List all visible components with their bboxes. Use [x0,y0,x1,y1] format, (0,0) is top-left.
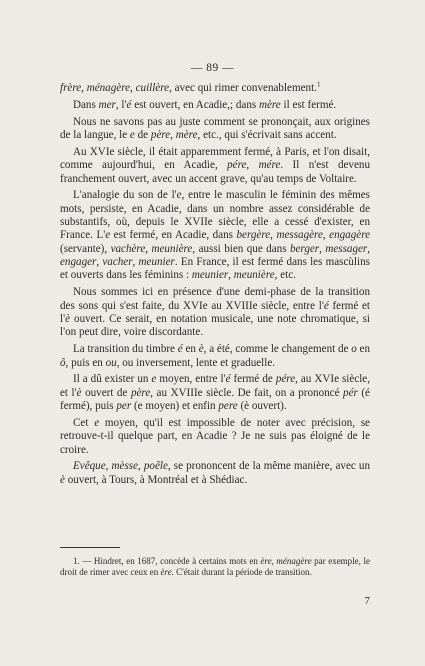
italic-run: e [94,416,100,429]
italic-run: e [129,129,135,142]
text-run: , aussi bien que dans [192,242,290,255]
italic-run: e [151,373,157,386]
italic-run: è [60,473,65,486]
italic-run: mère [258,98,281,111]
text-run: , [228,269,234,282]
paragraph [60,373,370,413]
text-run: La transition du timbre [73,343,178,356]
body-text [60,82,370,491]
paragraph [60,460,370,487]
italic-run: meunière [233,269,275,282]
text-run: est fermé, en Acadie, dans [110,229,237,242]
text-run: moyen, entre l' [156,373,226,386]
italic-run: Evêque [73,460,106,473]
text-run: (é fermé), puis [60,386,370,413]
signature-mark: 7 [364,595,370,607]
text-run: moyen, qu'il est impossible de noter avec précision, se retrouve-t-il quelque part, en Acadie ? Je ne suis pas éloigné de le croire. [60,416,370,456]
italic-run: o [351,343,357,356]
text-run: fermé et l' [60,299,370,325]
text-run: (servante), [60,242,111,255]
italic-run: pére [275,373,296,386]
italic-run: è [65,313,71,325]
text-run: , [96,256,103,269]
italic-run: engagère [329,229,371,242]
text-run: , [81,82,87,94]
italic-run: vacher [102,256,133,269]
text-run: ouvert, à Tours, à Montréal et à Shédiac. [64,473,248,486]
footnote [60,556,370,578]
text-run: ouvert de [81,386,131,399]
text-run: , a été, comme le changement de [203,343,352,356]
text-run: est ouvert, en Acadie,; dans [131,98,259,111]
text-run: , [322,229,330,242]
text-run: Cet [73,416,95,429]
italic-run: ère [260,556,272,566]
italic-run: père [150,129,171,142]
italic-run: vachère [110,242,146,255]
italic-run: pere [218,400,238,413]
paragraph [60,343,370,370]
text-run: 1. — Hindret, en 1687, concède à certains mots en [73,556,261,566]
text-run: L'analogie du son de l' [73,189,177,202]
text-run: , l' [115,98,127,111]
italic-run: meunier [191,269,229,282]
italic-run: mer [98,98,116,111]
text-run: , au XVIe siècle, et l' [60,373,371,399]
text-run: ouvert. Ce serait, en notation musicale, une note chromatique, si l'on peut dire, voire discordante. [60,313,370,339]
text-run: Nous ne savons pas au juste comment se prononçait, aux origines de la langue, le [60,115,370,142]
footnote-divider [60,547,120,548]
italic-run: père [130,386,151,399]
italic-run: mére [258,159,281,172]
text-run: , entre le masculin le féminin des mêmes mots, persiste, en Acadie, dans un nombre assez considérable de substantifs, où, depuis le XVIIe siècle, elle a cessé d'exister, en France. L' [60,189,370,242]
italic-run: ère [160,567,172,578]
paragraph [60,146,370,186]
text-run: fermé de [230,373,276,386]
text-run: , ou inversement, lente et graduelle. [116,356,276,369]
italic-run: ou [105,356,117,369]
text-run: (e moyen) et enfin [131,400,219,413]
italic-run: é [225,373,231,386]
text-run: Nous sommes ici en présence d'une demi-phase de la transition des sons qui s'est faite, du XVIe au XVIIIe siècle, entre l' [60,286,370,312]
italic-run: è [198,343,204,356]
italic-run: é [177,343,183,356]
italic-run: messagère [276,229,323,242]
text-run: , [271,556,277,566]
paragraph [60,99,370,112]
text-run: , au XVIIIe siècle. De fait, on a prononcé [150,386,344,399]
text-run: . C'était durant la période de transition. [171,567,312,578]
italic-run: mèsse [111,460,139,473]
text-run: Il a dû exister un [73,373,152,386]
italic-run: per [116,400,132,413]
italic-run: e [105,229,111,242]
text-run: , avec qui rimer convenablement. [169,82,317,94]
text-run: , [145,242,152,255]
paragraph [60,116,370,143]
paragraph [60,417,370,457]
italic-run: poêle [143,460,168,473]
italic-run: é [126,98,132,111]
italic-run: ménagère [86,82,131,94]
text-run: . En France, il est fermé dans les mascùlins et ouverts dans les féminins : [60,256,370,282]
italic-run: mère [175,129,198,142]
text-run: , [367,242,371,255]
italic-run: é [323,299,329,312]
text-run: , [319,242,326,255]
text-run: Au XVIe siècle, il était apparemment fermé, à Paris, et l'on disait, comme aujourd'hui, en Acadie, [60,145,370,172]
text-run: par exemple, le droit de rimer avec ceux en [60,556,370,578]
text-run: , [105,460,112,473]
italic-run: ô [60,356,66,369]
italic-run: engager [60,256,97,269]
text-run: , [138,460,144,473]
text-run: , etc., qui s'écrivait sans accent. [197,129,337,142]
text-run: il est fermé. [280,98,337,111]
text-run: , [270,229,277,242]
text-run: de [134,129,151,142]
italic-run: cuillère [135,82,170,94]
text-run: , [246,159,259,172]
italic-run: ménagère [276,556,312,566]
text-run: en [356,343,371,356]
italic-run: e [176,189,182,202]
text-run: Dans [73,98,99,111]
paragraph [60,189,370,282]
text-run: en [182,343,199,356]
text-run: , puis en [65,356,106,369]
paragraph [60,82,370,95]
italic-run: meunière [151,242,193,255]
italic-run: messager [325,242,368,255]
text-run: , etc. [274,269,296,282]
italic-run: pére [227,159,247,172]
text-run: (è ouvert). [237,400,287,413]
text-run: , [132,256,139,269]
italic-run: berger [289,242,320,255]
italic-run: è [76,386,82,399]
text-run: , [130,82,136,94]
italic-run: meunier [138,256,175,269]
italic-run: pér [343,386,358,399]
text-run: , se prononcent de la même manière, avec un [167,460,370,473]
text-run: , [170,129,176,142]
text-run: . Il n'est devenu franchement ouvert, avec un accent grave, qu'au temps de Voltaire. [60,159,370,185]
italic-run: bergère [236,229,271,242]
paragraph [60,286,370,339]
italic-run: frère [60,82,82,94]
footnote-ref: 1 [316,80,321,89]
page-number: — 89 — [190,62,235,74]
